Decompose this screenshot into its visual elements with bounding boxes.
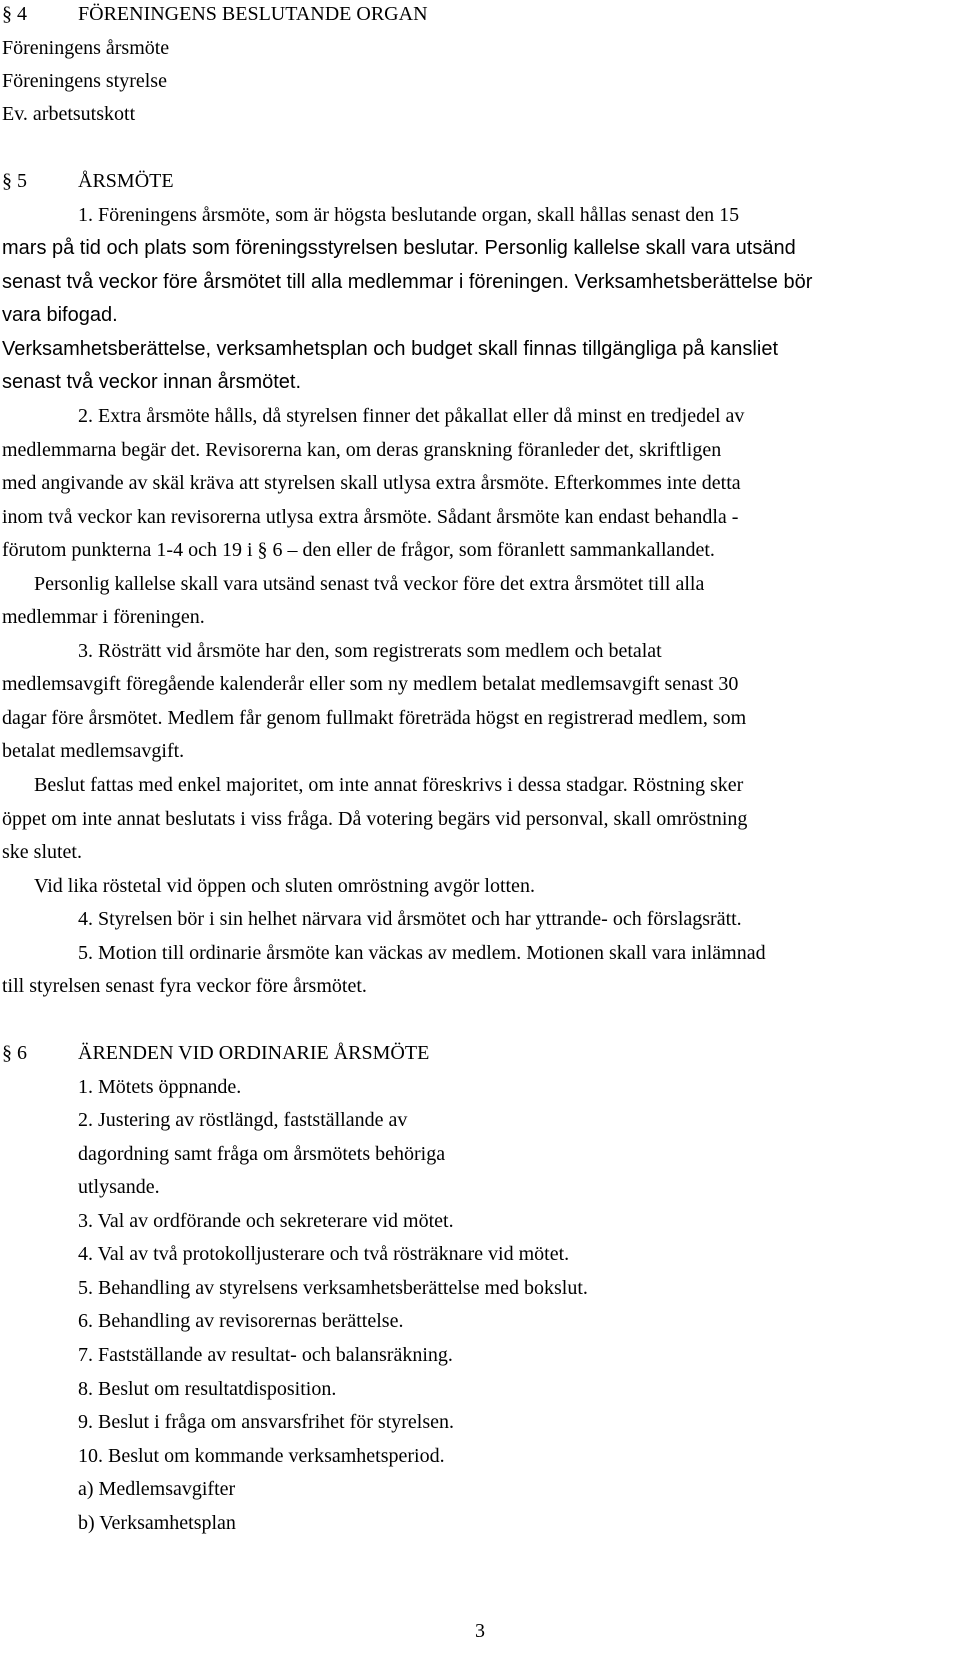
agenda-item: 6. Behandling av revisorernas berättelse. xyxy=(78,1310,404,1332)
agenda-item: 9. Beslut i fråga om ansvarsfrihet för styrelsen. xyxy=(78,1411,455,1433)
agenda-item: b) Verksamhetsplan xyxy=(78,1512,236,1534)
section-title: ÄRENDEN VID ORDINARIE ÅRSMÖTE xyxy=(78,1042,430,1064)
paragraph-line: medlemmarna begär det. Revisorerna kan, om deras granskning föranleder det, skriftligen xyxy=(2,439,722,461)
paragraph-line: 5. Motion till ordinarie årsmöte kan väckas av medlem. Motionen skall vara inlämnad xyxy=(78,942,766,964)
paragraph-line: senast två veckor före årsmötet till alla medlemmar i föreningen. Verksamhetsberättelse bör xyxy=(2,271,813,293)
paragraph-line: Verksamhetsberättelse, verksamhetsplan och budget skall finnas tillgängliga på kansliet xyxy=(2,338,778,360)
paragraph-line: medlemsavgift föregående kalenderår eller som ny medlem betalat medlemsavgift senast 30 xyxy=(2,673,739,695)
section-title: ÅRSMÖTE xyxy=(78,170,174,192)
section-number: 5 xyxy=(17,170,27,192)
section-symbol: § xyxy=(2,3,12,25)
agenda-item: 2. Justering av röstlängd, fastställande av xyxy=(78,1109,408,1131)
paragraph-line: vara bifogad. xyxy=(2,304,118,326)
paragraph-line: Personlig kallelse skall vara utsänd senast två veckor före det extra årsmötet till alla xyxy=(34,573,705,595)
agenda-item: dagordning samt fråga om årsmötets behöriga xyxy=(78,1143,446,1165)
paragraph-line: Vid lika röstetal vid öppen och sluten omröstning avgör lotten. xyxy=(34,875,535,897)
section-title: FÖRENINGENS BESLUTANDE ORGAN xyxy=(78,3,428,25)
paragraph-line: medlemmar i föreningen. xyxy=(2,606,205,628)
agenda-item: 1. Mötets öppnande. xyxy=(78,1076,242,1098)
paragraph-line: ske slutet. xyxy=(2,841,82,863)
section-symbol: § xyxy=(2,1042,12,1064)
list-item: Föreningens styrelse xyxy=(2,70,167,92)
agenda-item: 8. Beslut om resultatdisposition. xyxy=(78,1378,337,1400)
paragraph-line: öppet om inte annat beslutats i viss fråga. Då votering begärs vid personval, skall omröstning xyxy=(2,808,748,830)
paragraph-line: betalat medlemsavgift. xyxy=(2,740,185,762)
paragraph-line: med angivande av skäl kräva att styrelsen skall utlysa extra årsmöte. Efterkommes inte detta xyxy=(2,472,741,494)
agenda-item: utlysande. xyxy=(78,1176,160,1198)
agenda-item: a) Medlemsavgifter xyxy=(78,1478,236,1500)
agenda-item: 5. Behandling av styrelsens verksamhetsberättelse med bokslut. xyxy=(78,1277,588,1299)
page-number: 3 xyxy=(475,1620,485,1642)
paragraph-line: 3. Rösträtt vid årsmöte har den, som registrerats som medlem och betalat xyxy=(78,640,662,662)
paragraph-line: Beslut fattas med enkel majoritet, om inte annat föreskrivs i dessa stadgar. Röstning sker xyxy=(34,774,744,796)
section-number: 4 xyxy=(17,3,27,25)
paragraph-line: senast två veckor innan årsmötet. xyxy=(2,371,302,393)
list-item: Föreningens årsmöte xyxy=(2,37,170,59)
agenda-item: 3. Val av ordförande och sekreterare vid mötet. xyxy=(78,1210,454,1232)
paragraph-line: 4. Styrelsen bör i sin helhet närvara vid årsmötet och har yttrande- och förslagsrätt. xyxy=(78,908,742,930)
paragraph-line: inom två veckor kan revisorerna utlysa extra årsmöte. Sådant årsmöte kan endast behandla - xyxy=(2,506,739,528)
agenda-item: 10. Beslut om kommande verksamhetsperiod. xyxy=(78,1445,445,1467)
paragraph-line: förutom punkterna 1-4 och 19 i § 6 – den eller de frågor, som föranlett sammankallandet. xyxy=(2,539,715,561)
section-number: 6 xyxy=(17,1042,27,1064)
section-5-heading xyxy=(2,168,174,194)
section-symbol: § xyxy=(2,170,12,192)
section-4-heading xyxy=(2,1,428,27)
agenda-item: 4. Val av två protokolljusterare och två rösträknare vid mötet. xyxy=(78,1243,570,1265)
paragraph-line: 1. Föreningens årsmöte, som är högsta beslutande organ, skall hållas senast den 15 xyxy=(78,204,740,226)
paragraph-line: dagar före årsmötet. Medlem får genom fullmakt företräda högst en registrerad medlem, som xyxy=(2,707,747,729)
paragraph-line: 2. Extra årsmöte hålls, då styrelsen finner det påkallat eller då minst en tredjedel av xyxy=(78,405,745,427)
paragraph-line: mars på tid och plats som föreningsstyrelsen beslutar. Personlig kallelse skall vara utsänd xyxy=(2,237,796,259)
list-item: Ev. arbetsutskott xyxy=(2,103,136,125)
paragraph-line: till styrelsen senast fyra veckor före årsmötet. xyxy=(2,975,367,997)
section-6-heading xyxy=(2,1040,429,1066)
agenda-item: 7. Fastställande av resultat- och balansräkning. xyxy=(78,1344,453,1366)
